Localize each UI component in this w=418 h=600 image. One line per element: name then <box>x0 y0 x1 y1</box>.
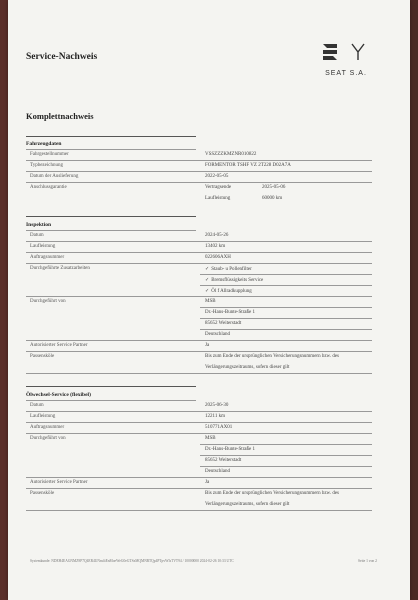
divider <box>26 433 372 434</box>
oil-value: 2025-06-30 <box>205 403 229 408</box>
address-line: Deutschland <box>205 332 230 337</box>
inspection-label: Passensköle <box>30 354 55 359</box>
inspection-label: Laufleistung <box>30 244 56 249</box>
divider <box>200 455 372 456</box>
vehicle-label: Datum der Auslieferung <box>30 174 79 179</box>
vehicle-label: Anschlussgarantie <box>30 185 67 190</box>
page-subtitle: Komplettnachweis <box>26 111 94 121</box>
vehicle-value: 2022-05-05 <box>205 174 229 179</box>
inspection-label: Datum <box>30 233 44 238</box>
divider <box>26 340 372 341</box>
inspection-value: 022606AXH <box>205 255 231 260</box>
inspection-value: Bis zum Ende der ursprünglichen Versicherungsnummern bzw. des <box>205 354 339 359</box>
divider <box>26 171 372 172</box>
extra-item: ✓ Bremsflüssigkeits Service <box>205 278 264 283</box>
divider <box>26 373 372 374</box>
warranty-value: 2025-05-06 <box>262 185 286 190</box>
warranty-value: 60000 km <box>262 196 283 201</box>
divider <box>26 216 196 217</box>
divider <box>200 307 372 308</box>
address-line: MSB <box>205 299 216 304</box>
vehicle-label: Typbezeichnung <box>30 163 63 168</box>
oil-label: Laufleistung <box>30 414 56 419</box>
divider <box>26 510 372 511</box>
inspection-label: Durchgeführt von <box>30 299 66 304</box>
divider <box>26 422 372 423</box>
warranty-label: Laufleistung <box>205 196 231 201</box>
address-line: Deutschland <box>205 469 230 474</box>
inspection-heading: Inspektion <box>26 222 52 228</box>
divider <box>26 182 372 183</box>
extra-item: ✓ Staub- u Pollenfilter <box>205 267 252 272</box>
check-icon: ✓ <box>205 278 210 283</box>
divider <box>26 351 372 352</box>
oil-value: 12211 km <box>205 414 225 419</box>
divider <box>26 488 372 489</box>
divider <box>200 329 372 330</box>
oil-value: Bis zum Ende der ursprünglichen Versicherungsnummern bzw. des <box>205 491 339 496</box>
brand-name: SEAT S.A. <box>325 70 367 77</box>
divider <box>26 241 372 242</box>
divider <box>26 252 372 253</box>
vehicle-value: FORMENTOR TSHF VZ 2T228 D02A7A <box>205 163 291 168</box>
divider <box>200 466 372 467</box>
cupra-icon <box>350 42 366 62</box>
oil-label: Durchgeführt von <box>30 436 66 441</box>
divider <box>200 444 372 445</box>
inspection-value: 2024-05-26 <box>205 233 229 238</box>
inspection-label: Auftragsnummer <box>30 255 65 260</box>
divider <box>26 160 372 161</box>
inspection-label: Autorisierter Service Partner <box>30 343 88 348</box>
check-icon: ✓ <box>205 267 210 272</box>
oil-label: Auftragsnummer <box>30 425 65 430</box>
address-line: Dr.-Hans-Bunte-Straße 1 <box>205 310 255 315</box>
vehicle-value: VSSZZZKMZNR010822 <box>205 152 257 157</box>
inspection-value: 13402 km <box>205 244 226 249</box>
divider <box>200 318 372 319</box>
vehicle-heading: Fahrzeugdaten <box>26 141 62 147</box>
oil-value: Verlängerungszeitraums, sofern dieser gilt <box>205 502 290 507</box>
address-line: MSB <box>205 436 216 441</box>
divider <box>26 149 196 150</box>
inspection-label: Durchgeführte Zusatzarbeiten <box>30 266 90 271</box>
oil-label: Passensköle <box>30 491 55 496</box>
vehicle-label: Fahrgestellnummer <box>30 152 69 157</box>
address-line: 85652 Weiterstadt <box>205 458 242 463</box>
inspection-value: Verlängerungszeitraums, sofern dieser gilt <box>205 365 290 370</box>
divider <box>200 274 372 275</box>
document-title: Service-Nachweis <box>26 52 98 62</box>
divider <box>26 230 196 231</box>
inspection-value: Ja <box>205 343 210 348</box>
seat-s-icon <box>322 42 338 62</box>
extra-item: ✓ Öl f Allradkupplung <box>205 289 252 294</box>
oil-heading: Ölwechsel-Service (flexibel) <box>26 392 91 398</box>
divider <box>26 136 196 137</box>
divider <box>26 263 372 264</box>
divider <box>200 285 372 286</box>
divider <box>26 386 196 387</box>
address-line: Dr.-Hans-Bunte-Straße 1 <box>205 447 255 452</box>
seat-logo <box>318 42 374 82</box>
address-line: 85652 Weiterstadt <box>205 321 242 326</box>
oil-label: Datum <box>30 403 44 408</box>
warranty-label: Vertragsende <box>205 185 232 190</box>
footer-reference: Systemkunde: NDEH4EAGNMZ9P7Q4ER4UNm4tEnMoeWeG0eGTSzMQMNRTQp4PTpvWIsTVT94 / 10000000 2024-02-26 10:33 UTC <box>30 559 234 563</box>
oil-value: Ja <box>205 480 210 485</box>
divider <box>26 411 372 412</box>
divider <box>26 400 196 401</box>
oil-value: 510771AX01 <box>205 425 233 430</box>
check-icon: ✓ <box>205 289 210 294</box>
page-number: Seite 1 von 2 <box>358 559 377 563</box>
divider <box>26 296 372 297</box>
divider <box>26 477 372 478</box>
oil-label: Autorisierter Service Partner <box>30 480 88 485</box>
